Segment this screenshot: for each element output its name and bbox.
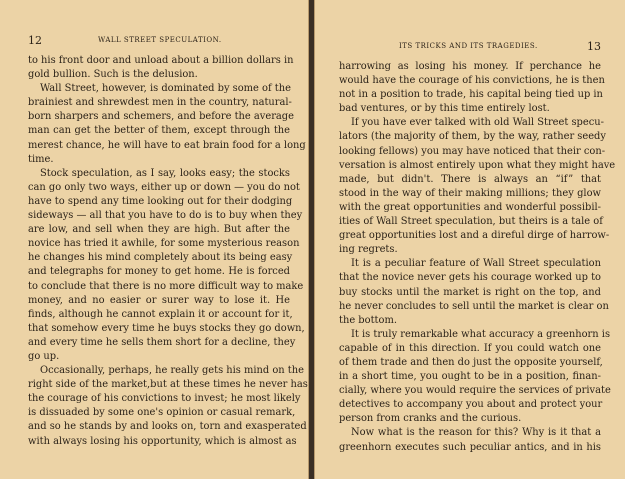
- text-line: born sharpers and schemers, and before the average: [28, 111, 294, 123]
- text-line: to his front door and unload about a billion dollars in: [28, 55, 294, 66]
- text-line: bad ventures, or by this time entirely lost.: [339, 103, 550, 115]
- text-line: versation is almost entirely upon what they might have: [339, 159, 616, 171]
- text-line: money, and no easier or surer way to lose it. He: [28, 294, 290, 306]
- running-title: WALL STREET SPECULATION.: [98, 36, 222, 44]
- text-line: lators (the majority of them, by the way, rather seedy: [339, 131, 606, 143]
- text-line: finds, although he cannot explain it or account for it,: [28, 308, 293, 320]
- text-line: time.: [28, 153, 54, 165]
- text-line: gold bullion. Such is the delusion.: [28, 69, 198, 81]
- running-title: ITS TRICKS AND ITS TRAGEDIES.: [399, 42, 538, 50]
- text-line: in a short time, you ought to be in a position, finan-: [339, 371, 601, 383]
- text-line: that the novice never gets his courage worked up to: [339, 272, 601, 284]
- text-line: ities of Wall Street speculation, but theirs is a tale of: [339, 216, 603, 228]
- text-line: he never concludes to sell until the market is clear on: [339, 300, 609, 312]
- text-line: detectives to accompany you about and protect your: [339, 399, 603, 411]
- text-line: person from cranks and the curious.: [339, 413, 522, 425]
- text-line: and telegraphs for money to get home. He is forced: [28, 266, 290, 278]
- text-line: are low, and sell when they are high. But after the: [28, 224, 290, 236]
- text-line: great opportunities lost and a direful dirge of harrow-: [339, 230, 610, 242]
- text-line: merest chance, he will have to eat brain food for a long: [28, 139, 306, 151]
- text-line: that somehow every time he buys stocks they go down,: [28, 322, 305, 334]
- text-line: have to spend any time looking out for their dodging: [28, 195, 293, 207]
- left-page-header: [28, 34, 290, 54]
- text-line: buy stocks until the market is right on the top, and: [339, 286, 601, 298]
- text-line: If you have ever talked with old Wall Street specu-: [351, 117, 604, 129]
- right-page-body: [339, 60, 616, 455]
- text-line: to conclude that there is no more difficult way to make: [28, 280, 304, 292]
- text-line: brainiest and shrewdest men in the country, natural-: [28, 97, 292, 109]
- text-line: Occasionally, perhaps, he really gets his mind on the: [40, 365, 304, 377]
- text-line: cially, where you would require the services of private: [339, 385, 611, 397]
- text-line: man can get the better of them, except through the: [28, 125, 290, 137]
- text-line: Wall Street, however, is dominated by some of the: [40, 83, 291, 95]
- text-line: the courage of his convictions to invest; he most likely: [28, 393, 301, 405]
- text-line: ing regrets.: [339, 244, 398, 256]
- text-line: greenhorn executes such peculiar antics, and in his: [339, 441, 601, 453]
- text-line: he changes his mind completely about its being easy: [28, 252, 293, 264]
- right-page: [314, 0, 625, 479]
- text-line: and so he stands by and looks on, torn and exasperated: [28, 421, 307, 433]
- text-line: and every time he sells them short for a decline, they: [28, 336, 296, 348]
- page-number: 13: [587, 40, 601, 53]
- text-line: can go only two ways, either up or down — you do not: [28, 181, 300, 193]
- text-line: It is truly remarkable what accuracy a greenhorn is: [351, 328, 611, 340]
- text-line: go up.: [28, 350, 60, 362]
- text-line: sideways — all that you have to do is to buy when they: [28, 210, 303, 222]
- text-line: stood in the way of their making millions; they glow: [339, 187, 601, 199]
- text-line: is dissuaded by some one's opinion or casual remark,: [28, 407, 296, 419]
- text-line: looking fellows) you may have noticed that their con-: [339, 145, 606, 157]
- text-line: with always losing his opportunity, which is almost as: [28, 435, 297, 447]
- text-line: Stock speculation, as I say, looks easy; the stocks: [40, 167, 290, 179]
- text-line: harrowing as losing his money. If perchance he: [339, 61, 601, 72]
- page-number: 12: [28, 34, 42, 47]
- text-line: novice has tried it awhile, for some mysterious reason: [28, 238, 300, 250]
- text-line: It is a peculiar feature of Wall Street speculation: [351, 258, 601, 270]
- left-page: [0, 0, 309, 479]
- text-line: right side of the market,but at these times he never has: [28, 379, 308, 391]
- text-line: Now what is the reason for this? Why is it that a: [351, 427, 601, 439]
- text-line: would have the courage of his convictions, he is then: [339, 75, 605, 87]
- text-line: capable of in this direction. If you could watch one: [339, 342, 601, 354]
- text-line: not in a position to trade, his capital being tied up in: [339, 89, 603, 101]
- right-page-header: [339, 40, 601, 60]
- text-line: the bottom.: [339, 314, 397, 326]
- text-line: with the great opportunities and wonderful possibil-: [339, 201, 601, 213]
- text-line: of them trade and then do just the opposite yourself,: [339, 356, 603, 368]
- text-line: made, but didn't. There is always an “if” that: [339, 173, 601, 185]
- left-page-body: [28, 54, 308, 449]
